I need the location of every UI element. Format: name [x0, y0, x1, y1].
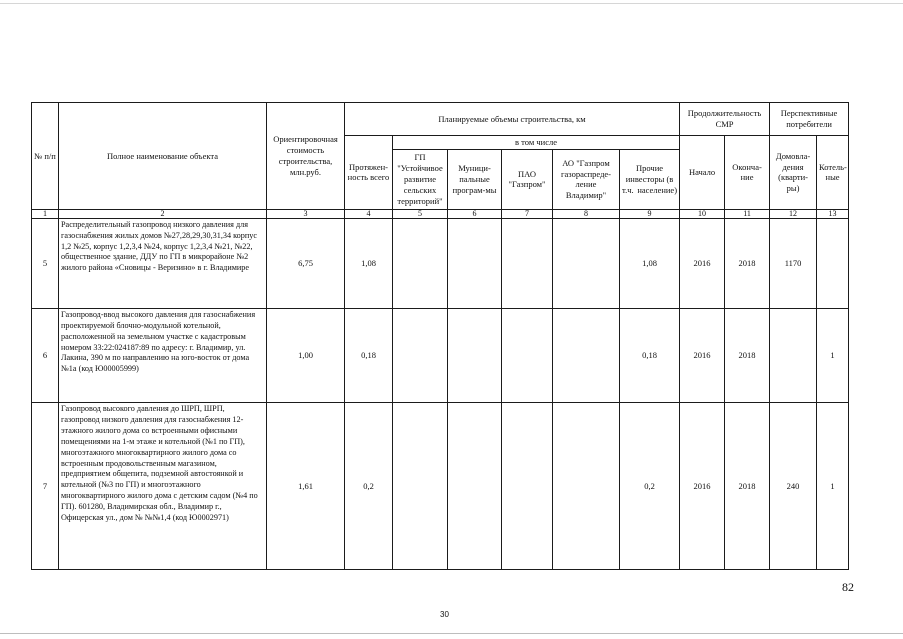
row-cost: 6,75	[267, 218, 345, 308]
column-number: 11	[725, 209, 770, 218]
row-end-year: 2018	[725, 218, 770, 308]
row-gp	[393, 309, 448, 403]
row-length-total: 0,2	[345, 403, 393, 570]
row-num: 7	[32, 403, 59, 570]
row-houses	[770, 309, 817, 403]
page-number: 82	[842, 580, 854, 594]
table-header	[32, 103, 849, 219]
header-municipal: Муници-пальные програм-мы	[448, 149, 502, 209]
column-number: 5	[393, 209, 448, 218]
column-number: 2	[59, 209, 267, 218]
header-houses: Домовла-дения (кварти-ры)	[770, 136, 817, 210]
row-cost: 1,61	[267, 403, 345, 570]
column-number: 8	[553, 209, 620, 218]
table-body	[32, 218, 849, 569]
header-end: Оконча-ние	[725, 136, 770, 210]
row-gazprom-distr	[553, 309, 620, 403]
row-length-total: 1,08	[345, 218, 393, 308]
header-including: в том числе	[393, 136, 680, 150]
row-start-year: 2016	[680, 309, 725, 403]
column-number: 3	[267, 209, 345, 218]
column-number: 1	[32, 209, 59, 218]
row-start-year: 2016	[680, 403, 725, 570]
top-rule	[0, 3, 903, 4]
row-end-year: 2018	[725, 309, 770, 403]
column-number: 10	[680, 209, 725, 218]
header-consumers: Перспективные потребители	[770, 103, 849, 136]
row-gazprom	[502, 403, 553, 570]
table-row	[32, 309, 849, 403]
column-number: 6	[448, 209, 502, 218]
row-municipal	[448, 403, 502, 570]
row-municipal	[448, 218, 502, 308]
row-gp	[393, 403, 448, 570]
row-boilers	[817, 218, 849, 308]
header-duration: Продолжительность СМР	[680, 103, 770, 136]
row-houses: 1170	[770, 218, 817, 308]
row-gazprom-distr	[553, 403, 620, 570]
row-gazprom	[502, 309, 553, 403]
row-length-total: 0,18	[345, 309, 393, 403]
row-object-name: Распределительный газопровод низкого давления для газоснабжения жилых домов №27,28,29,30,31,34 корпус 1,2 №25, корпус 1,2,3,4 №24, корпус 1,2,3,4 №21, №22, общественное здание, ДДУ по ГП в микрорайоне №2 жилого района «Сновицы - Веризино» в г. Владимире	[59, 218, 267, 308]
bottom-rule	[0, 633, 903, 634]
row-end-year: 2018	[725, 403, 770, 570]
construction-plan-table	[31, 102, 849, 570]
row-cost: 1,00	[267, 309, 345, 403]
row-gp	[393, 218, 448, 308]
row-num: 6	[32, 309, 59, 403]
header-boilers: Котель-ные	[817, 136, 849, 210]
row-object-name: Газопровод-ввод высокого давления для газоснабжения проектируемой блочно-модульной котельной, расположенной на земельном участке с кадастровым номером 33:22:024187:89 по адресу: г. Владимир, ул. Лакина, 390 м по направлению на юго-восток от дома №1а (код Ю00005999)	[59, 309, 267, 403]
table-row	[32, 403, 849, 570]
footer-page-number: 30	[440, 610, 449, 619]
column-number: 7	[502, 209, 553, 218]
column-numbers-row	[32, 209, 849, 218]
header-num: № п/п	[32, 103, 59, 210]
header-planned-volumes: Планируемые объемы строительства, км	[345, 103, 680, 136]
header-gp: ГП "Устойчивое развитие сельских территорий"	[393, 149, 448, 209]
row-municipal	[448, 309, 502, 403]
row-other-investors: 1,08	[620, 218, 680, 308]
row-object-name: Газопровод высокого давления до ШРП, ШРП, газопровод низкого давления для газоснабжения 12-этажного жилого дома со встроенными офисными помещениями на 1-м этаже и котельной (№1 по ГП), многоэтажного многоквартирного жилого дома со встроенным продовольственным магазином, предприятием общепита, подземной автостоянкой и котельной (№3 по ГП) и многоэтажного многоквартирного жилого дома с детским садом (№4 по ГП). 601280, Владимирская обл., Владимир г., Офицерская ул., дом № №№1,4 (код Ю0002971)	[59, 403, 267, 570]
header-name: Полное наименование объекта	[59, 103, 267, 210]
header-gazprom: ПАО "Газпром"	[502, 149, 553, 209]
header-cost: Ориентировочная стоимость строительства, млн.руб.	[267, 103, 345, 210]
row-gazprom-distr	[553, 218, 620, 308]
header-length-total: Протяжен-ность всего	[345, 136, 393, 210]
column-number: 4	[345, 209, 393, 218]
column-number: 12	[770, 209, 817, 218]
row-boilers: 1	[817, 309, 849, 403]
header-start: Начало	[680, 136, 725, 210]
table-row	[32, 218, 849, 308]
header-other: Прочие инвесторы (в т.ч. население)	[620, 149, 680, 209]
column-number: 13	[817, 209, 849, 218]
column-number: 9	[620, 209, 680, 218]
row-start-year: 2016	[680, 218, 725, 308]
row-other-investors: 0,2	[620, 403, 680, 570]
row-boilers: 1	[817, 403, 849, 570]
row-houses: 240	[770, 403, 817, 570]
header-gazprom-distr: АО "Газпром газораспреде-ление Владимир"	[553, 149, 620, 209]
row-gazprom	[502, 218, 553, 308]
row-num: 5	[32, 218, 59, 308]
row-other-investors: 0,18	[620, 309, 680, 403]
